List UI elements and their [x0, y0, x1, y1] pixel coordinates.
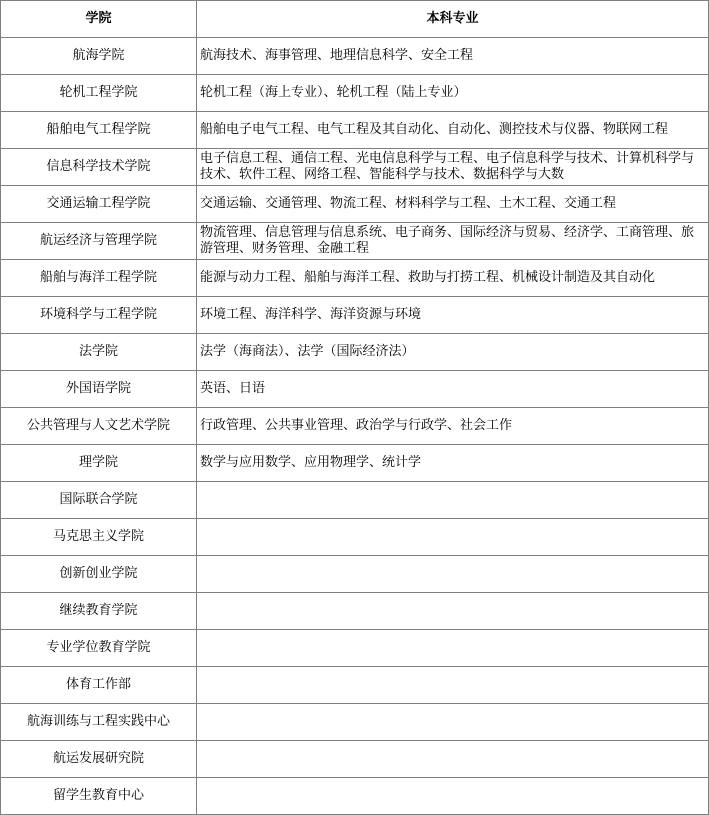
college-name-cell: 信息科学技术学院 — [1, 149, 197, 186]
majors-cell — [197, 556, 709, 593]
table-row — [1, 112, 709, 149]
majors-cell: 轮机工程（海上专业）、轮机工程（陆上专业） — [197, 75, 709, 112]
majors-cell — [197, 630, 709, 667]
college-name-cell: 外国语学院 — [1, 371, 197, 408]
college-name-cell: 专业学位教育学院 — [1, 630, 197, 667]
table-row — [1, 667, 709, 704]
header-row — [1, 1, 709, 38]
table-row — [1, 630, 709, 667]
majors-column-header: 本科专业 — [197, 1, 709, 38]
college-name-cell: 继续教育学院 — [1, 593, 197, 630]
table-row — [1, 297, 709, 334]
college-name-cell: 航运发展研究院 — [1, 741, 197, 778]
table-row — [1, 556, 709, 593]
table-row — [1, 741, 709, 778]
college-name-cell: 环境科学与工程学院 — [1, 297, 197, 334]
college-name-cell: 航运经济与管理学院 — [1, 223, 197, 260]
college-name-cell: 马克思主义学院 — [1, 519, 197, 556]
table-row — [1, 223, 709, 260]
table-row — [1, 371, 709, 408]
majors-cell: 物流管理、信息管理与信息系统、电子商务、国际经济与贸易、经济学、工商管理、旅游管理、财务管理、金融工程 — [197, 223, 709, 260]
majors-cell: 能源与动力工程、船舶与海洋工程、救助与打捞工程、机械设计制造及其自动化 — [197, 260, 709, 297]
table-row — [1, 593, 709, 630]
college-name-cell: 航海学院 — [1, 38, 197, 75]
majors-cell — [197, 704, 709, 741]
college-name-cell: 公共管理与人文艺术学院 — [1, 408, 197, 445]
college-name-cell: 国际联合学院 — [1, 482, 197, 519]
majors-cell: 行政管理、公共事业管理、政治学与行政学、社会工作 — [197, 408, 709, 445]
table-row — [1, 75, 709, 112]
college-name-cell: 理学院 — [1, 445, 197, 482]
college-name-cell: 留学生教育中心 — [1, 778, 197, 815]
table-row — [1, 408, 709, 445]
majors-cell: 船舶电子电气工程、电气工程及其自动化、自动化、测控技术与仪器、物联网工程 — [197, 112, 709, 149]
majors-cell — [197, 778, 709, 815]
college-name-cell: 体育工作部 — [1, 667, 197, 704]
majors-cell: 航海技术、海事管理、地理信息科学、安全工程 — [197, 38, 709, 75]
table-row — [1, 445, 709, 482]
college-name-cell: 创新创业学院 — [1, 556, 197, 593]
majors-cell — [197, 519, 709, 556]
majors-cell: 环境工程、海洋科学、海洋资源与环境 — [197, 297, 709, 334]
table-row — [1, 186, 709, 223]
majors-cell: 数学与应用数学、应用物理学、统计学 — [197, 445, 709, 482]
college-name-cell: 航海训练与工程实践中心 — [1, 704, 197, 741]
college-name-cell: 法学院 — [1, 334, 197, 371]
table-row — [1, 704, 709, 741]
table-row — [1, 519, 709, 556]
majors-cell: 英语、日语 — [197, 371, 709, 408]
college-name-cell: 船舶电气工程学院 — [1, 112, 197, 149]
majors-cell — [197, 593, 709, 630]
college-name-cell: 交通运输工程学院 — [1, 186, 197, 223]
majors-cell — [197, 667, 709, 704]
table-row — [1, 334, 709, 371]
majors-cell — [197, 741, 709, 778]
table-row — [1, 260, 709, 297]
table-row — [1, 778, 709, 815]
table-row — [1, 482, 709, 519]
college-name-cell: 轮机工程学院 — [1, 75, 197, 112]
table-row — [1, 38, 709, 75]
college-column-header: 学院 — [1, 1, 197, 38]
majors-cell: 电子信息工程、通信工程、光电信息科学与工程、电子信息科学与技术、计算机科学与技术、软件工程、网络工程、智能科学与技术、数据科学与大数 — [197, 149, 709, 186]
table-row — [1, 149, 709, 186]
majors-cell: 交通运输、交通管理、物流工程、材料科学与工程、土木工程、交通工程 — [197, 186, 709, 223]
majors-cell — [197, 482, 709, 519]
majors-cell: 法学（海商法）、法学（国际经济法） — [197, 334, 709, 371]
college-name-cell: 船舶与海洋工程学院 — [1, 260, 197, 297]
